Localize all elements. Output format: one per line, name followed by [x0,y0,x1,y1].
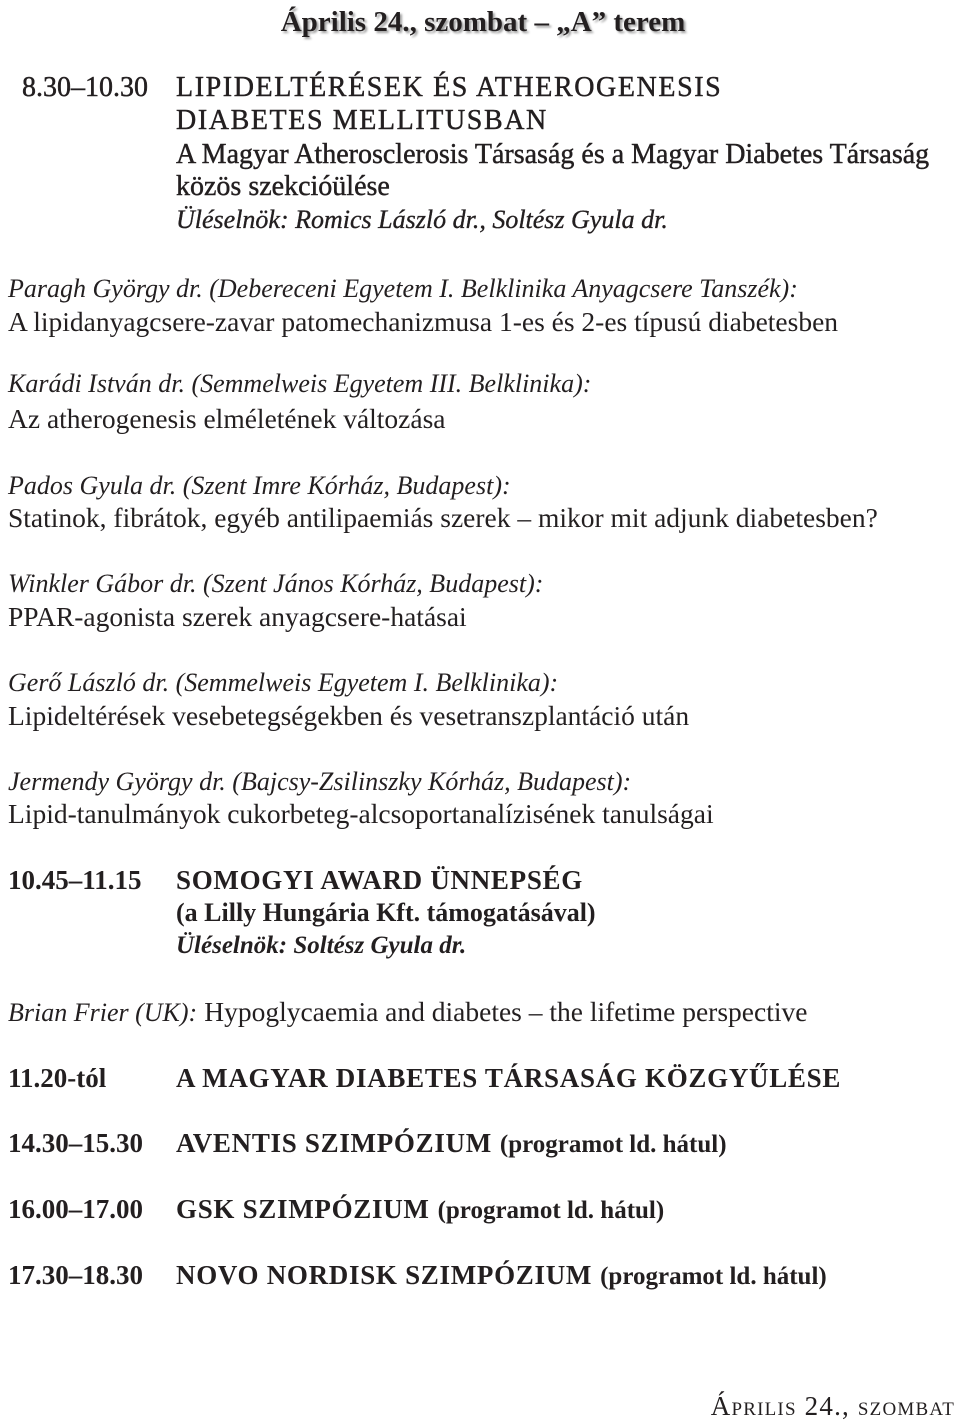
talk-speaker: Brian Frier (UK): [8,998,198,1027]
session-title-line: DIABETES MELLITUSBAN [176,105,548,136]
session-title: GSK SZIMPÓZIUM [176,1194,430,1224]
talk-speaker: Karádi István dr. (Semmelweis Egyetem III. Belklinika): [8,369,592,398]
session-chair: Üléselnök: Romics László dr., Soltész Gyula dr. [176,205,668,234]
talk [8,995,807,1029]
talk-speaker: Paragh György dr. (Debereceni Egyetem I. Belklinika Anyagcsere Tanszék): [8,274,798,303]
session-note: (programot ld. hátul) [499,1131,727,1158]
talk-speaker: Gerő László dr. (Semmelweis Egyetem I. Belklinika): [8,668,559,697]
session-sponsor: (a Lilly Hungária Kft. támogatásával) [176,898,596,927]
session-time: 10.45–11.15 [8,865,142,895]
session-title-row [176,1192,664,1226]
session-time: 16.00–17.00 [8,1194,143,1224]
session-title: AVENTIS SZIMPÓZIUM [176,1128,492,1158]
talk-title: A lipidanyagcsere-zavar patomechanizmusa 1-es és 2-es típusú diabetesben [8,306,839,337]
talk-title: PPAR-agonista szerek anyagcsere-hatásai [8,601,467,632]
talk-title: Lipideltérések vesebetegségekben és vesetranszplantáció után [8,700,690,731]
running-footer: Április 24., szombat [710,1391,955,1421]
talk-title: Hypoglycaemia and diabetes – the lifetime perspective [204,996,808,1027]
talk-speaker: Jermendy György dr. (Bajcsy-Zsilinszky Kórház, Budapest): [8,767,632,796]
session-title: SOMOGYI AWARD ÜNNEPSÉG [176,865,583,895]
session-organizer-line: közös szekcióülése [176,171,390,202]
talk-title: Lipid-tanulmányok cukorbeteg-alcsoportanalízisének tanulságai [8,798,714,829]
session-time: 11.20-tól [8,1063,107,1093]
page-title: Április 24., szombat – „A” terem [280,6,686,38]
session-note: (programot ld. hátul) [600,1263,827,1290]
session-time: 8.30–10.30 [22,72,148,103]
talk-speaker: Winkler Gábor dr. (Szent János Kórház, Budapest): [8,569,544,598]
talk-title: Statinok, fibrátok, egyéb antilipaemiás szerek – mikor mit adjunk diabetesben? [8,502,878,533]
talk-speaker: Pados Gyula dr. (Szent Imre Kórház, Budapest): [8,471,511,500]
session-title-row [176,1258,827,1292]
session-chair: Üléselnök: Soltész Gyula dr. [176,932,467,959]
talk-title: Az atherogenesis elméletének változása [8,403,446,434]
session-organizer-line: A Magyar Atherosclerosis Társaság és a Magyar Diabetes Társaság [176,139,930,170]
session-time: 17.30–18.30 [8,1260,143,1290]
session-note: (programot ld. hátul) [437,1197,665,1224]
session-title: A MAGYAR DIABETES TÁRSASÁG KÖZGYŰLÉSE [176,1063,842,1093]
session-title: NOVO NORDISK SZIMPÓZIUM [176,1260,593,1290]
session-time: 14.30–15.30 [8,1128,143,1158]
session-title-line: LIPIDELTÉRÉSEK ÉS ATHEROGENESIS [176,72,723,103]
session-title-row [176,1126,727,1160]
